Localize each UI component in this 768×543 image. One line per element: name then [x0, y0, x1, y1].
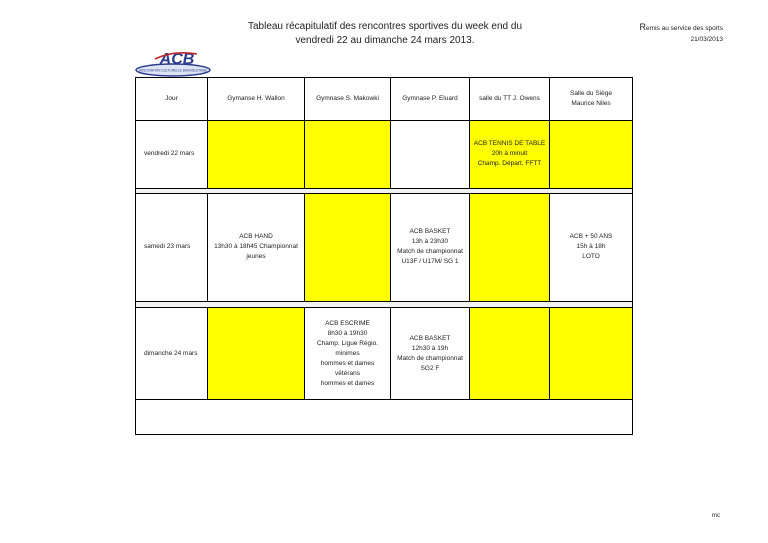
event-cell: ACB + 50 ANS 15h à 18h LOTO	[550, 193, 633, 301]
header-gym-makowki: Gymnase S. Makowki	[305, 78, 391, 121]
event-cell	[208, 307, 305, 400]
event-cell	[550, 120, 633, 188]
table-row	[136, 120, 633, 188]
logo-subtitle: ASSOCIATION CULTURELLE BAGNOLETAISE	[138, 68, 208, 73]
day-cell: samedi 23 mars	[136, 193, 208, 301]
event-cell: ACB HAND 13h30 à 18h45 Championnat jeunes	[208, 193, 305, 301]
day-cell: dimanche 24 mars	[136, 307, 208, 400]
event-cell	[470, 307, 550, 400]
event-cell	[550, 307, 633, 400]
footer-initials: mc	[712, 513, 720, 519]
event-cell	[208, 120, 305, 188]
acb-logo	[133, 48, 213, 78]
event-cell: ACB ESCRIME 8h30 à 19h30 Champ. Ligue Régio. minimes hommes et dames vétérans hommes et dames	[305, 307, 391, 400]
schedule-table	[135, 77, 633, 435]
table-row	[136, 307, 633, 400]
event-cell: ACB TENNIS DE TABLE 20h à minuit Champ. Départ. FFTT	[470, 120, 550, 188]
header-row	[136, 78, 633, 121]
issue-date: 21/03/2013	[690, 36, 723, 43]
empty-row	[136, 400, 633, 435]
header-salle-tt: salle du TT J. Owens	[470, 78, 550, 121]
event-cell	[305, 120, 391, 188]
event-cell	[470, 193, 550, 301]
header-gym-wallon: Gymanse H. Wallon	[208, 78, 305, 121]
logo-text: ACB	[159, 51, 195, 68]
event-cell: ACB BASKET 13h à 23h30 Match de championnat U13F / U17M/ SG 1	[391, 193, 470, 301]
issuer-initial: R	[639, 22, 647, 32]
issuer-line	[640, 22, 723, 34]
table-row	[136, 193, 633, 301]
title-line-2: vendredi 22 au dimanche 24 mars 2013.	[295, 35, 475, 46]
header-salle-siege: Salle du Siège Maurice Niles	[550, 78, 633, 121]
header-jour: Jour	[136, 78, 208, 121]
event-cell: ACB BASKET 12h30 à 19h Match de championnat SG2 F	[391, 307, 470, 400]
title-line-1: Tableau récapitulatif des rencontres sportives du week end du	[247, 21, 523, 32]
header-gym-eluard: Gymnase P. Eluard	[391, 78, 470, 121]
document-title	[215, 20, 555, 48]
event-cell	[305, 193, 391, 301]
issuer-text: emis au service des sports	[646, 25, 723, 32]
event-cell	[391, 120, 470, 188]
day-cell: vendredi 22 mars	[136, 120, 208, 188]
issuer-block	[640, 22, 723, 45]
